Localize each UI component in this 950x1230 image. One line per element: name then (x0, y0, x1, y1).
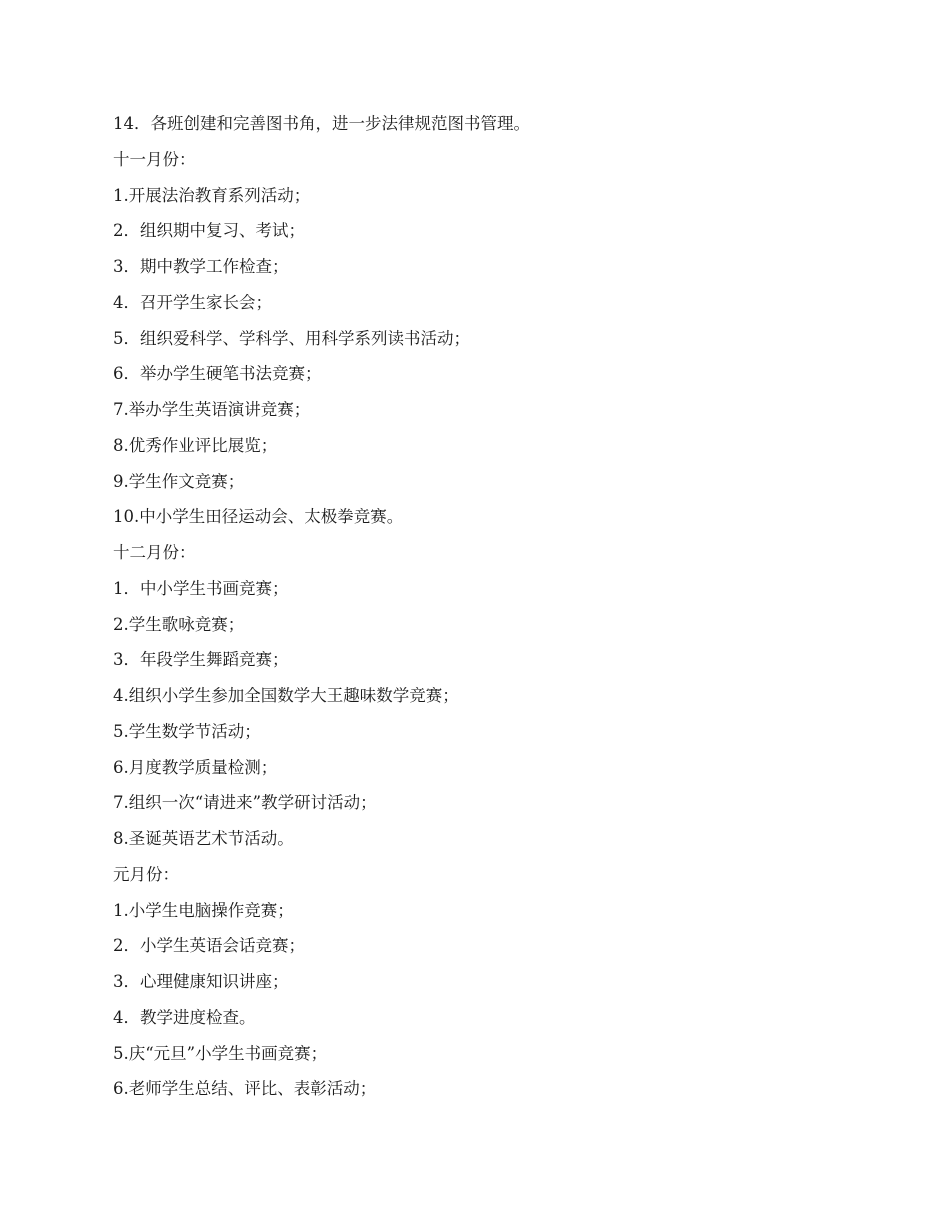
list-item: 1.小学生电脑操作竞赛； (113, 900, 294, 920)
list-item: 1．中小学生书画竞赛； (113, 578, 289, 598)
list-item: 8.圣诞英语艺术节活动。 (113, 829, 294, 848)
section-heading-december: 十二月份： (113, 543, 196, 562)
list-item: 8.优秀作业评比展览； (113, 435, 278, 455)
list-item: 5．组织爱科学、学科学、用科学系列读书活动； (113, 328, 470, 348)
list-item: 3．心理健康知识讲座； (113, 972, 289, 991)
document-body (113, 106, 873, 1107)
list-item: 10.中小学生田径运动会、太极拳竞赛。 (113, 507, 404, 527)
list-item: 5.学生数学节活动； (113, 721, 261, 741)
list-item: 7.举办学生英语演讲竞赛； (113, 400, 311, 419)
list-item: 6.月度教学质量检测； (113, 757, 278, 777)
list-item: 6．举办学生硬笔书法竞赛； (113, 364, 322, 384)
list-item: 1.开展法治教育系列活动； (113, 185, 311, 205)
item-14-library-corner: 14．各班创建和完善图书角，进一步法律规范图书管理。 (113, 114, 530, 133)
list-item: 4．教学进度检查。 (113, 1007, 256, 1027)
list-item: 9.学生作文竞赛； (113, 471, 245, 491)
list-item: 2．组织期中复习、考试； (113, 221, 305, 241)
list-item: 6.老师学生总结、评比、表彰活动； (113, 1079, 377, 1099)
list-item: 3．年段学生舞蹈竞赛； (113, 650, 289, 670)
list-item: 2．小学生英语会话竞赛； (113, 936, 305, 956)
list-item: 4．召开学生家长会； (113, 292, 272, 312)
list-item: 4.组织小学生参加全国数学大王趣味数学竞赛； (113, 686, 459, 705)
list-item: 3．期中教学工作检查； (113, 257, 289, 276)
list-item: 5.庆“元旦”小学生书画竞赛； (113, 1043, 328, 1063)
list-item: 7.组织一次“请进来”教学研讨活动； (113, 793, 377, 813)
list-item: 2.学生歌咏竞赛； (113, 614, 245, 634)
section-heading-november: 十一月份： (113, 149, 196, 169)
section-heading-january: 元月份： (113, 864, 179, 884)
